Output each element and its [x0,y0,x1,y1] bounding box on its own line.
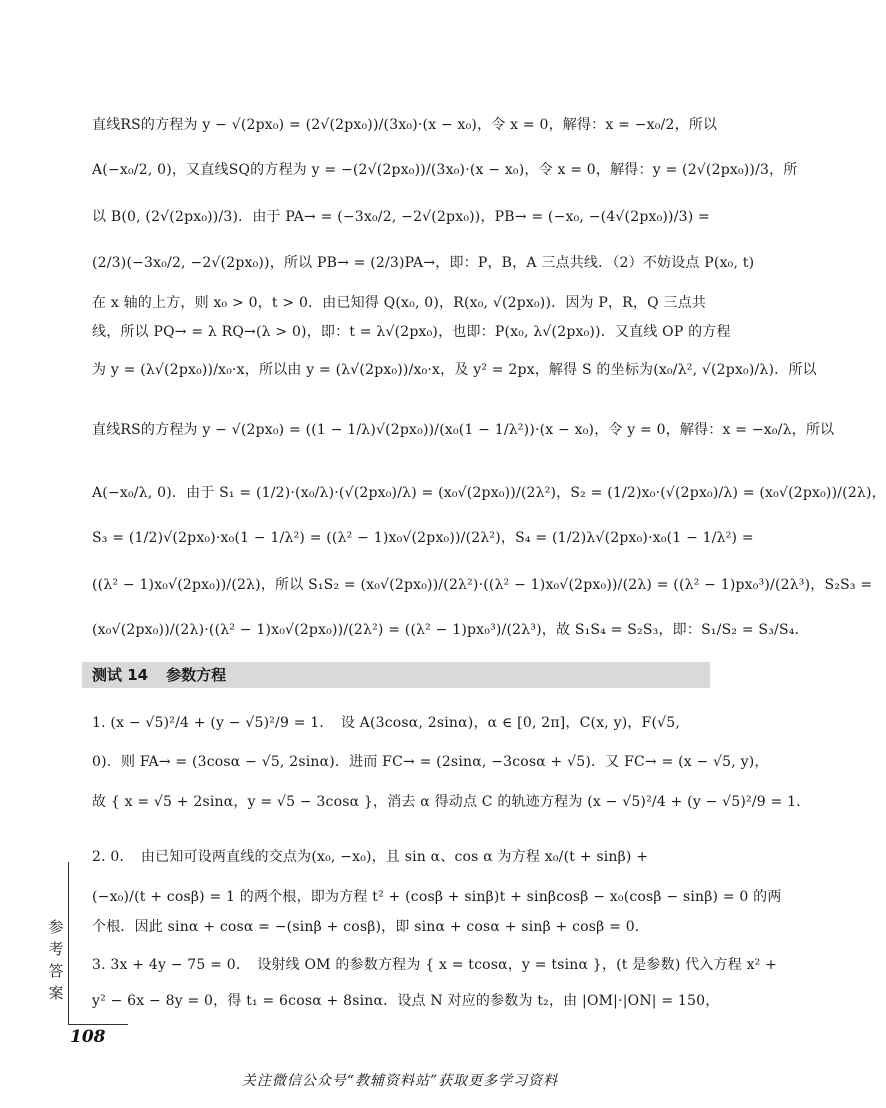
body-line: A(−x₀/λ, 0)．由于 S₁ = (1/2)·(x₀/λ)·(√(2px₀)/λ) = (x₀√(2px₀))/(2λ²)，S₂ = (1/2)x₀·(√(2px₀)/λ) = (x₀√(2px₀))/(2λ)， [92,485,886,501]
body-line: (2/3)(−3x₀/2, −2√(2px₀))，所以 PB→ = (2/3)PA→，即：P，B，A 三点共线．（2）不妨设点 P(x₀, t) [92,255,755,271]
body-line: (x₀√(2px₀))/(2λ)·((λ² − 1)x₀√(2px₀))/(2λ²) = ((λ² − 1)px₀³)/(2λ³)，故 S₁S₄ = S₂S₃，即：S₁/S₂ = S₃/S₄． [92,622,809,638]
answer-line: 1. (x − √5)²/4 + (y − √5)²/9 = 1． 设 A(3cosα, 2sinα)，α ∈ [0, 2π]，C(x, y)，F(√5, [92,715,681,731]
body-line: 在 x 轴的上方，则 x₀ > 0，t > 0．由已知得 Q(x₀, 0)，R(x₀, √(2px₀))．因为 P，R，Q 三点共 [92,295,707,311]
side-label-char: 答 [48,962,64,980]
body-line: 直线RS的方程为 y − √(2px₀) = ((1 − 1/λ)√(2px₀))/(x₀(1 − 1/λ²))·(x − x₀)，令 y = 0，解得：x = −x₀/λ，所以 [92,422,835,438]
section-label: 测试 14 [92,666,149,684]
side-label-char: 考 [48,940,64,958]
answer-line: (−x₀)/(t + cosβ) = 1 的两个根，即为方程 t² + (cosβ + sinβ)t + sinβcosβ − x₀(cosβ − sinβ) = 0 的两 [92,889,782,905]
body-line: ((λ² − 1)x₀√(2px₀))/(2λ)，所以 S₁S₂ = (x₀√(2px₀))/(2λ²)·((λ² − 1)x₀√(2px₀))/(2λ) = ((λ² − 1)px₀³)/(2λ³)，S₂S₃ = [92,577,873,593]
page-number: 108 [68,1024,128,1049]
body-line: 为 y = (λ√(2px₀))/x₀·x，所以由 y = (λ√(2px₀))/x₀·x，及 y² = 2px，解得 S 的坐标为(x₀/λ², √(2px₀)/λ)．所以 [92,362,817,378]
body-line: 以 B(0, (2√(2px₀))/3)．由于 PA→ = (−3x₀/2, −2√(2px₀))，PB→ = (−x₀, −(4√(2px₀))/3) = [92,209,710,225]
section-title: 参数方程 [166,666,227,684]
answer-line: 3. 3x + 4y − 75 = 0． 设射线 OM 的参数方程为 { x = tcosα，y = tsinα }，(t 是参数) 代入方程 x² + [92,957,778,973]
side-label [44,916,68,1004]
answer-line: y² − 6x − 8y = 0，得 t₁ = 6cosα + 8sinα．设点 N 对应的参数为 t₂，由 |OM|·|ON| = 150， [92,993,720,1009]
side-divider [68,862,69,1024]
footer-note: 关注微信公众号“教辅资料站”获取更多学习资料 [241,1073,559,1089]
section-header [82,662,710,688]
body-line: S₃ = (1/2)√(2px₀)·x₀(1 − 1/λ²) = ((λ² − 1)x₀√(2px₀))/(2λ²)，S₄ = (1/2)λ√(2px₀)·x₀(1 − 1/λ²) = [92,530,754,546]
answer-line: 2. 0． 由已知可设两直线的交点为(x₀, −x₀)，且 sin α、cos α 为方程 x₀/(t + sinβ) + [92,849,649,865]
answer-line: 0)．则 FA→ = (3cosα − √5, 2sinα)．进而 FC→ = (2sinα, −3cosα + √5)．又 FC→ = (x − √5, y)， [92,754,769,770]
answer-line: 个根．因此 sinα + cosα = −(sinβ + cosβ)，即 sinα + cosα + sinβ + cosβ = 0． [92,919,649,935]
body-line: 直线RS的方程为 y − √(2px₀) = (2√(2px₀))/(3x₀)·(x − x₀)，令 x = 0，解得：x = −x₀/2，所以 [92,117,718,133]
answer-line: 故 { x = √5 + 2sinα，y = √5 − 3cosα }，消去 α 得动点 C 的轨迹方程为 (x − √5)²/4 + (y − √5)²/9 = 1． [92,794,811,810]
body-line: A(−x₀/2, 0)，又直线SQ的方程为 y = −(2√(2px₀))/(3x₀)·(x − x₀)，令 x = 0，解得：y = (2√(2px₀))/3，所 [92,162,798,178]
side-label-char: 案 [48,984,64,1002]
body-line: 线，所以 PQ→ = λ RQ→(λ > 0)，即：t = λ√(2px₀)，也即：P(x₀, λ√(2px₀))．又直线 OP 的方程 [92,324,731,340]
side-label-char: 参 [48,918,64,936]
